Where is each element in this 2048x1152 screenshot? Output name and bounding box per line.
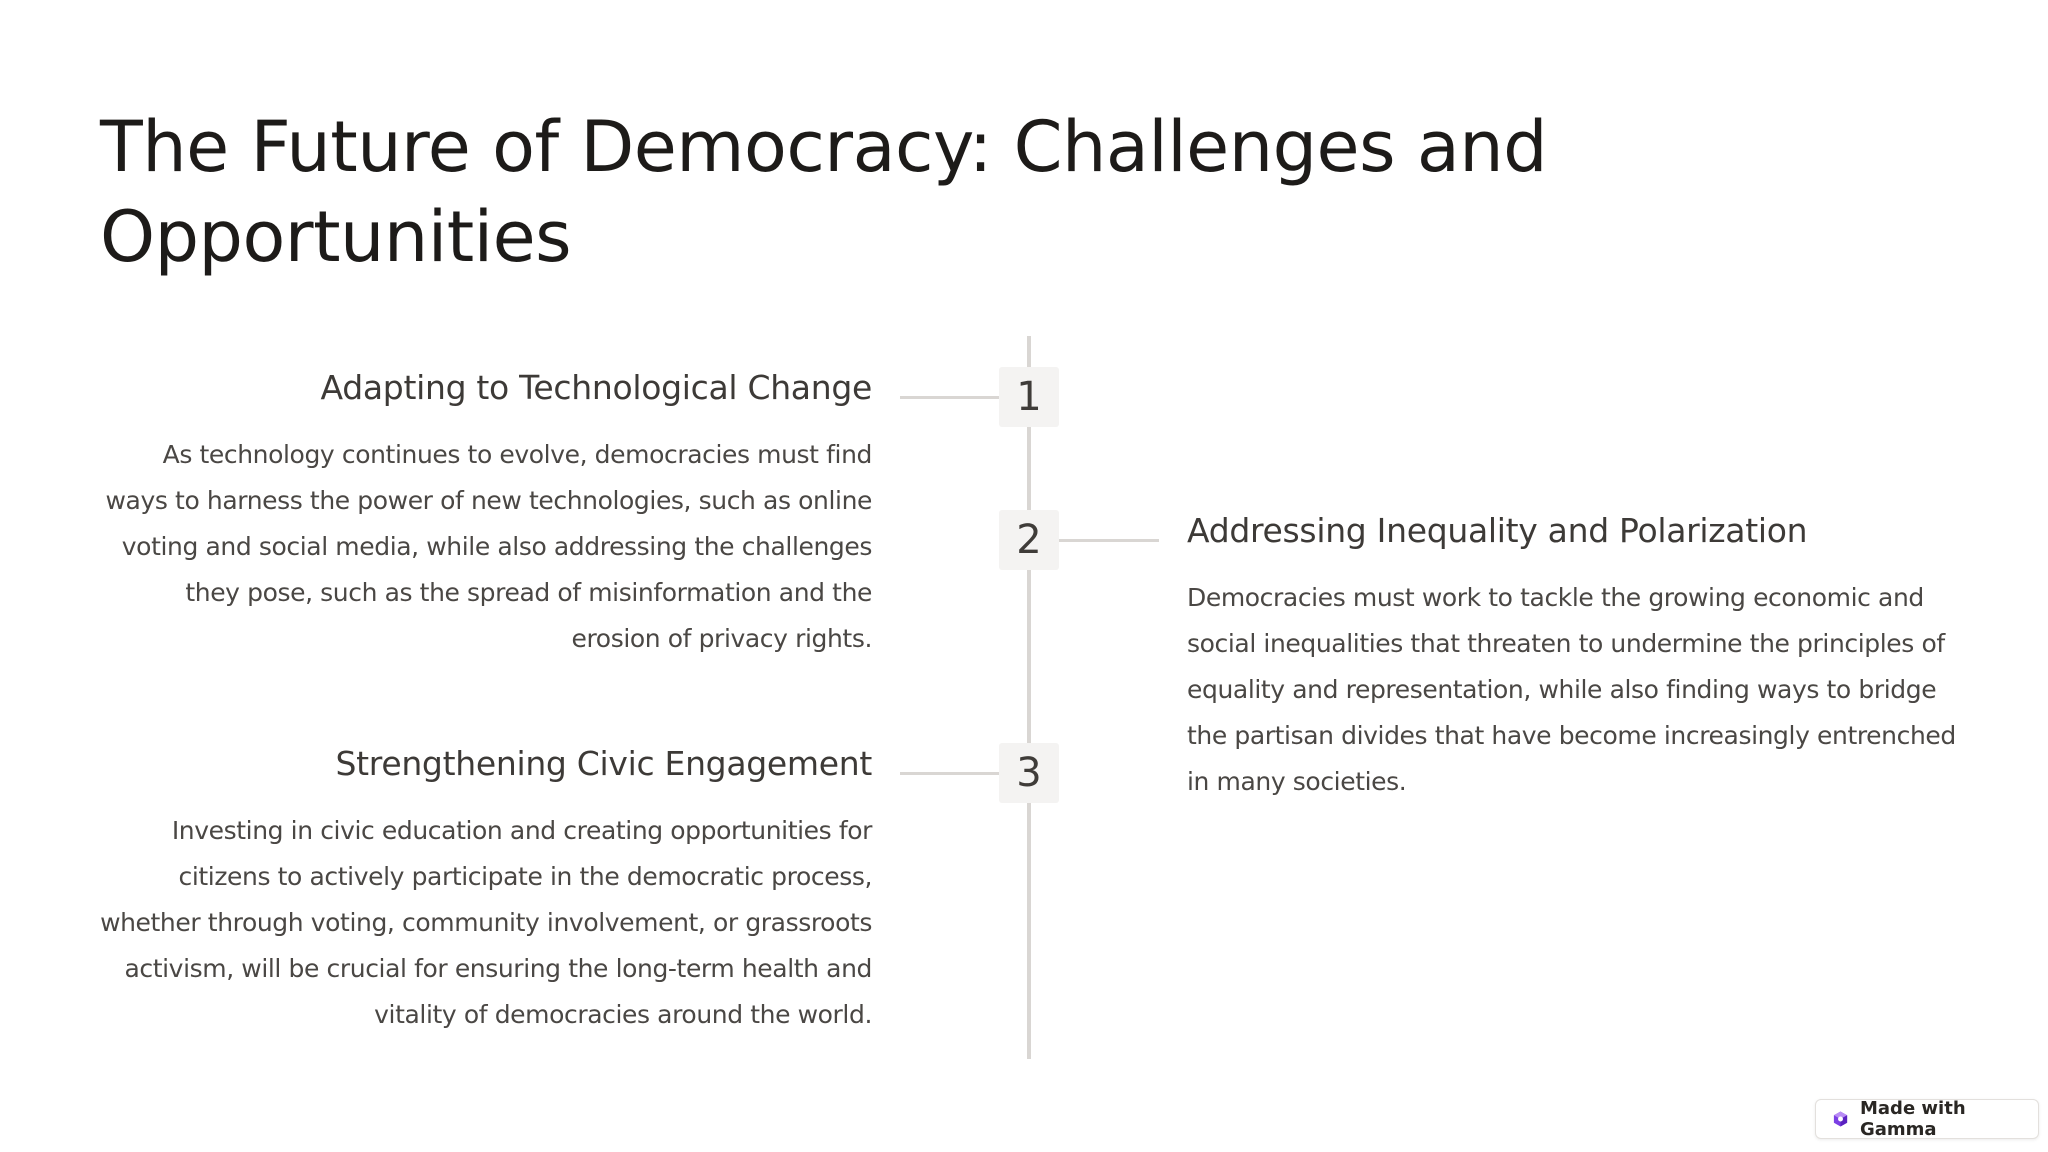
item-body: Democracies must work to tackle the growing economic and social inequalities that threaten to undermine the principles of equality and representation, while also finding ways to bridge the partisan divides that have become increasingly entrenched in many societies. bbox=[1187, 583, 1956, 796]
timeline-item-2 bbox=[1187, 509, 1967, 805]
timeline-item-3 bbox=[100, 742, 872, 1038]
item-body: Investing in civic education and creating opportunities for citizens to actively participate in the democratic process, whether through voting, community involvement, or grassroots activism, will be crucial for ensuring the long-term health and vitality of democracies around the world. bbox=[100, 816, 872, 1029]
timeline-item-1 bbox=[100, 366, 872, 662]
page-title: The Future of Democracy: Challenges and Opportunities bbox=[100, 106, 1548, 278]
made-with-gamma-badge[interactable] bbox=[1815, 1099, 2039, 1139]
gamma-logo-icon bbox=[1832, 1110, 1849, 1128]
item-heading: Adapting to Technological Change bbox=[320, 368, 872, 407]
item-heading: Strengthening Civic Engagement bbox=[335, 744, 872, 783]
timeline-number-2: 2 bbox=[999, 510, 1059, 570]
timeline-connector-1 bbox=[900, 396, 1000, 399]
timeline-number-3: 3 bbox=[999, 743, 1059, 803]
timeline-number-1: 1 bbox=[999, 367, 1059, 427]
badge-label: Made with Gamma bbox=[1860, 1098, 1966, 1140]
item-body: As technology continues to evolve, democracies must find ways to harness the power of new technologies, such as online voting and social media, while also addressing the challenges they pose, such as the spread of misinformation and the erosion of privacy rights. bbox=[105, 440, 872, 653]
timeline-connector-2 bbox=[1059, 539, 1159, 542]
item-heading: Addressing Inequality and Polarization bbox=[1187, 511, 1808, 550]
timeline-line bbox=[1027, 336, 1031, 1059]
timeline-connector-3 bbox=[900, 772, 1000, 775]
